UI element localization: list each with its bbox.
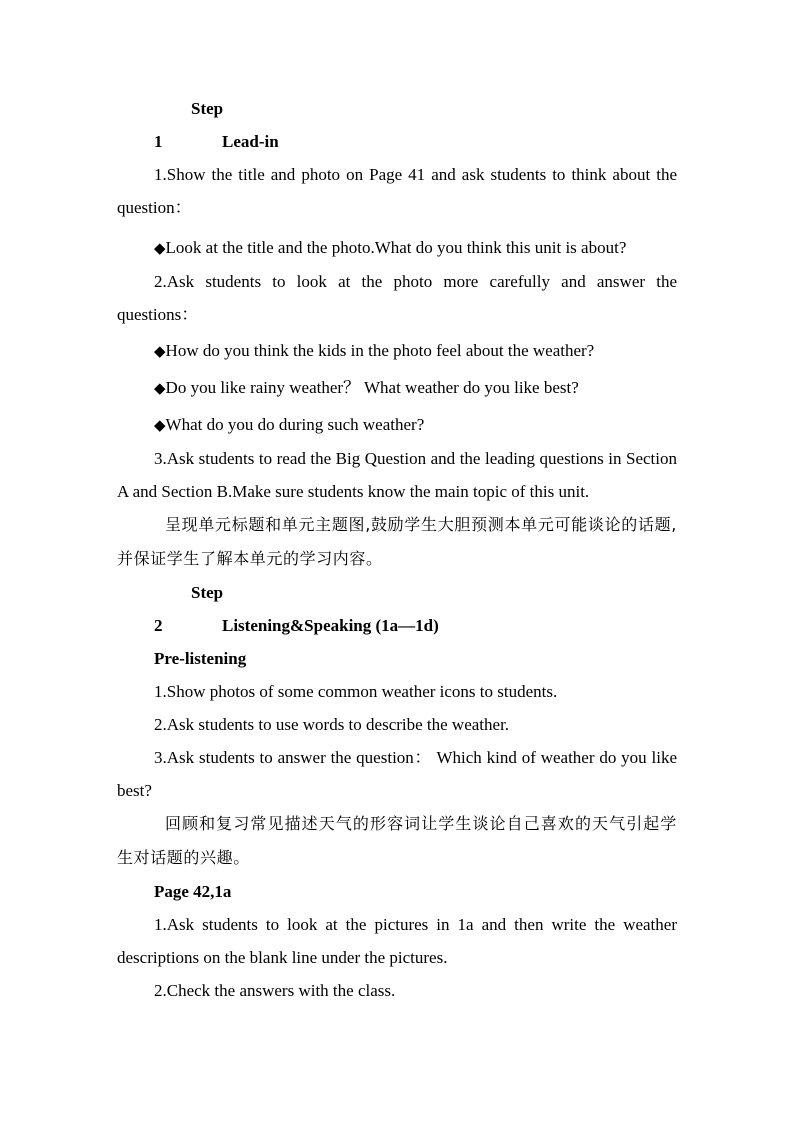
step1-note: 呈现单元标题和单元主题图,鼓励学生大胆预测本单元可能谈论的话题,并保证学生了解本单元的学习内容。 <box>117 515 677 568</box>
step2-note: 回顾和复习常见描述天气的形容词让学生谈论自己喜欢的天气引起学生对话题的兴趣。 <box>117 814 677 867</box>
step1-heading <box>117 92 677 158</box>
step2-item3: 3.Ask students to answer the question： Which kind of weather do you like best? <box>117 748 677 800</box>
step1-item1: 1.Show the title and photo on Page 41 and ask students to think about the question： <box>117 165 677 217</box>
step1-bullet2 <box>117 334 677 368</box>
diamond-bullet-icon: ◆ <box>154 416 166 434</box>
diamond-bullet-icon: ◆ <box>154 342 166 360</box>
step1-bullet3 <box>117 371 677 405</box>
step1-item2: 2.Ask students to look at the photo more carefully and answer the questions： <box>117 272 677 324</box>
diamond-bullet-icon: ◆ <box>154 379 166 397</box>
step1-bullet4 <box>117 408 677 442</box>
pre-listening-heading: Pre-listening <box>154 649 247 668</box>
step1-item3: 3.Ask students to read the Big Question and the leading questions in Section A and Section B.Make sure students know the main topic of this unit. <box>117 449 677 501</box>
bullet-text: What do you do during such weather? <box>165 415 425 434</box>
step1-label: Step 1 <box>154 99 224 151</box>
page42-item1: 1.Ask students to look at the pictures in 1a and then write the weather descriptions on the blank line under the pictures. <box>117 915 677 967</box>
document-page <box>117 92 677 1007</box>
step2-heading <box>117 576 677 642</box>
bullet-text: Do you like rainy weather？ What weather do you like best? <box>165 378 579 397</box>
step1-bullet1 <box>117 231 677 265</box>
step2-label: Step 2 <box>154 583 224 635</box>
step2-item1: 1.Show photos of some common weather icons to students. <box>154 682 558 701</box>
step1-title: Lead-in <box>222 132 279 151</box>
bullet-text: How do you think the kids in the photo feel about the weather? <box>165 341 595 360</box>
step2-item2: 2.Ask students to use words to describe the weather. <box>154 715 510 734</box>
diamond-bullet-icon: ◆ <box>154 239 166 257</box>
step2-title: Listening&Speaking (1a—1d) <box>222 616 439 635</box>
bullet-text: Look at the title and the photo.What do you think this unit is about? <box>165 238 627 257</box>
page42-item2: 2.Check the answers with the class. <box>154 981 396 1000</box>
page42-heading: Page 42,1a <box>154 882 232 901</box>
